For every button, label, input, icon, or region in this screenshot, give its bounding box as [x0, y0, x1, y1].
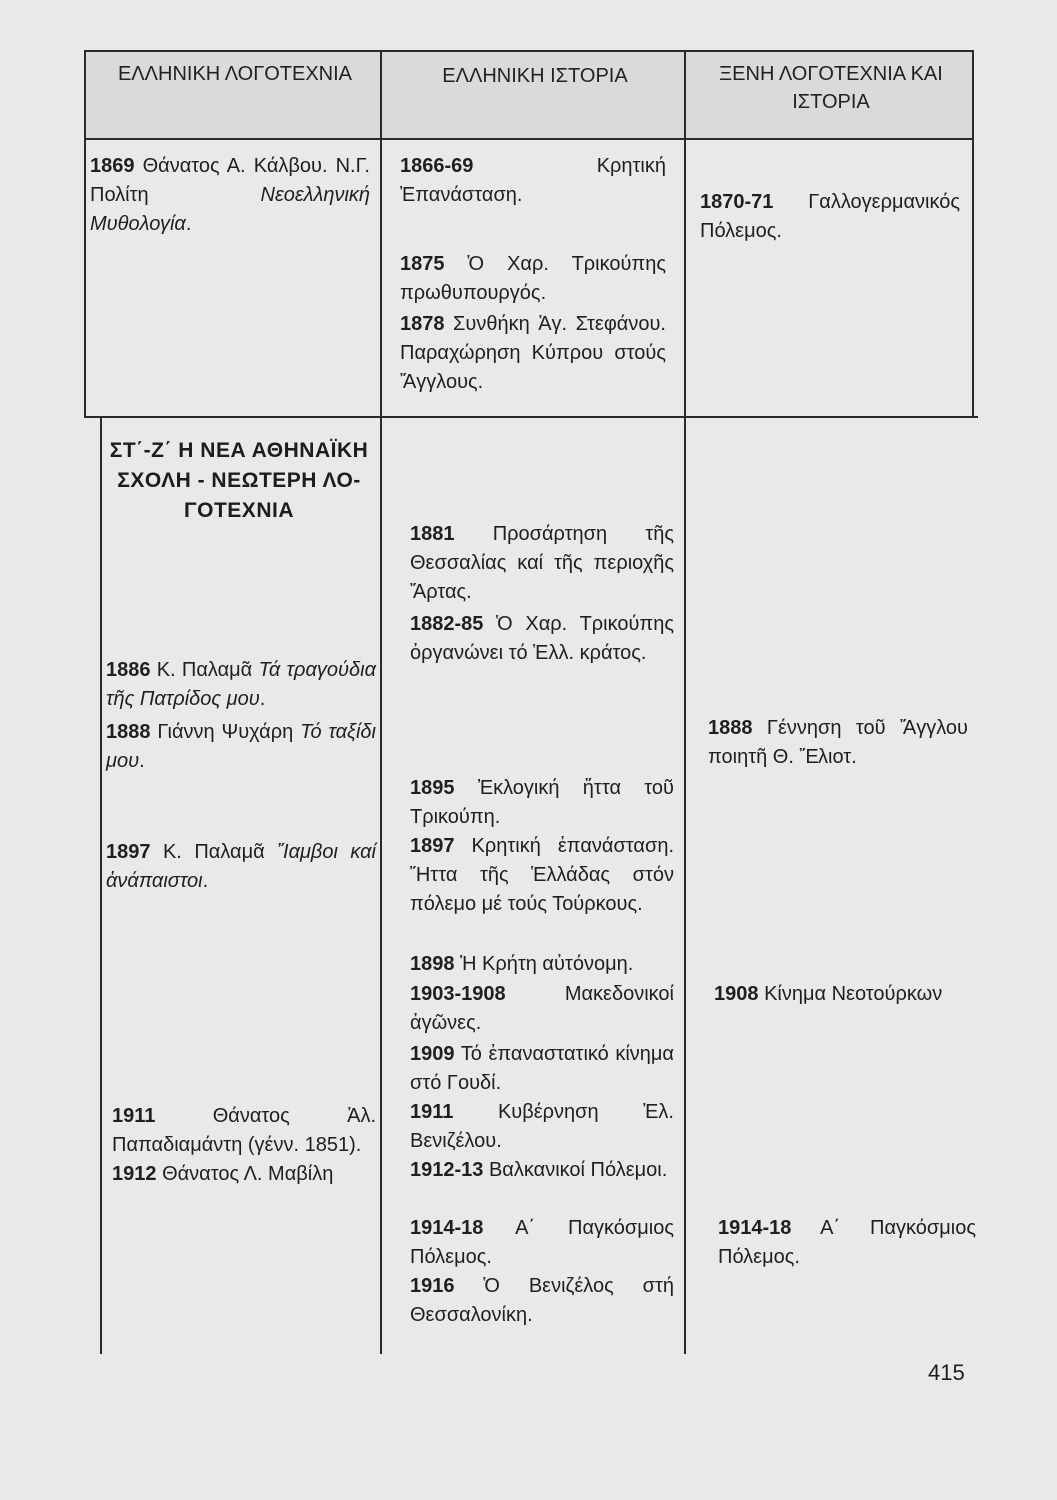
hist-entry-1882: 1882-85 Ὁ Χαρ. Τρικούπης ὀργανώνει τό Ἑλλ. κράτος.	[410, 613, 674, 664]
lit-entry-1912: 1912 Θάνατος Λ. Μαβίλη	[112, 1163, 334, 1185]
foreign-entry-1914: 1914-18 Α΄ Παγκόσμιος Πόλεμος.	[718, 1217, 976, 1268]
hist-entry-1912: 1912-13 Βαλκανικοί Πόλεμοι.	[410, 1159, 668, 1181]
foreign-entry-1870: 1870-71 Γαλλογερμανικός Πόλεμος.	[700, 191, 960, 242]
table-top-border	[84, 50, 974, 52]
left-border	[84, 50, 86, 418]
hist-entry-1909: 1909 Τό ἐπαναστατικό κίνημα στό Γουδί.	[410, 1043, 674, 1094]
hist-entry-1875: 1875 Ὁ Χαρ. Τρικούπης πρωθυπουργός.	[400, 253, 666, 304]
page-number: 415	[928, 1360, 965, 1385]
column-divider-1	[380, 50, 382, 1354]
column-divider-2	[684, 50, 686, 1354]
hist-entry-1914: 1914-18 Α΄ Παγκόσμιος Πόλεμος.	[410, 1217, 674, 1268]
foreign-entry-1908: 1908 Κίνημα Νεοτούρκων	[714, 983, 943, 1005]
section-title: ΣΤ΄-Ζ΄ Η ΝΕΑ ΑΘΗΝΑΪΚΗ ΣΧΟΛΗ - ΝΕΩΤΕΡΗ ΛΟ-ΓΟΤΕΧΝΙΑ	[109, 439, 369, 522]
lit-entry-1869: 1869 Θάνατος Α. Κάλβου. Ν.Γ. Πολίτη Νεοελληνική Μυθολογία.	[90, 155, 370, 235]
right-border	[972, 50, 974, 418]
hist-entry-1895: 1895 Ἐκλογική ἥττα τοῦ Τρικούπη.	[410, 777, 674, 828]
hist-entry-1903: 1903-1908 Μακεδονικοί ἀγῶνες.	[410, 983, 674, 1034]
header-greek-literature: ΕΛΛΗΝΙΚΗ ΛΟΓΟΤΕΧΝΙΑ	[117, 63, 353, 85]
hist-entry-1911: 1911 Κυβέρνηση Ἐλ. Βενιζέλου.	[410, 1101, 674, 1152]
hist-entry-1916: 1916 Ὁ Βενιζέλος στή Θεσσαλονίκη.	[410, 1275, 674, 1326]
hist-entry-1898: 1898 Ἡ Κρήτη αὐτόνομη.	[410, 953, 634, 975]
lit-entry-1888: 1888 Γιάννη Ψυχάρη Τό ταξίδι μου.	[106, 721, 376, 772]
hist-entry-1866: 1866-69 Κρητική Ἐπανάσταση.	[400, 155, 666, 206]
lit-entry-1911: 1911 Θάνατος Ἀλ. Παπαδιαμάντη (γένν. 1851).	[112, 1105, 376, 1156]
header-greek-history: ΕΛΛΗΝΙΚΗ ΙΣΤΟΡΙΑ	[442, 65, 628, 87]
lit-entry-1886: 1886 Κ. Παλαμᾶ Τά τραγούδια τῆς Πατρίδος μου.	[106, 659, 376, 710]
header-bottom-border	[84, 138, 974, 140]
hist-entry-1897: 1897 Κρητική ἐπανάσταση. Ἥττα τῆς Ἑλλάδας στόν πόλεμο μέ τούς Τούρκους.	[410, 835, 674, 915]
section-divider	[86, 416, 978, 418]
hist-entry-1878: 1878 Συνθήκη Ἁγ. Στεφάνου. Παραχώρηση Κύπρου στούς Ἄγγλους.	[400, 313, 666, 393]
header-foreign: ΞΕΝΗ ΛΟΓΟΤΕΧΝΙΑ ΚΑΙ ΙΣΤΟΡΙΑ	[719, 63, 943, 113]
lit-entry-1897: 1897 Κ. Παλαμᾶ Ἴαμβοι καί ἀνάπαιστοι.	[106, 841, 376, 892]
hist-entry-1881: 1881 Προσάρτηση τῆς Θεσσαλίας καί τῆς περιοχῆς Ἄρτας.	[410, 523, 674, 603]
foreign-entry-1888: 1888 Γέννηση τοῦ Ἄγγλου ποιητῆ Θ. Ἔλιοτ.	[708, 717, 968, 768]
left-border-lower	[100, 418, 102, 1354]
